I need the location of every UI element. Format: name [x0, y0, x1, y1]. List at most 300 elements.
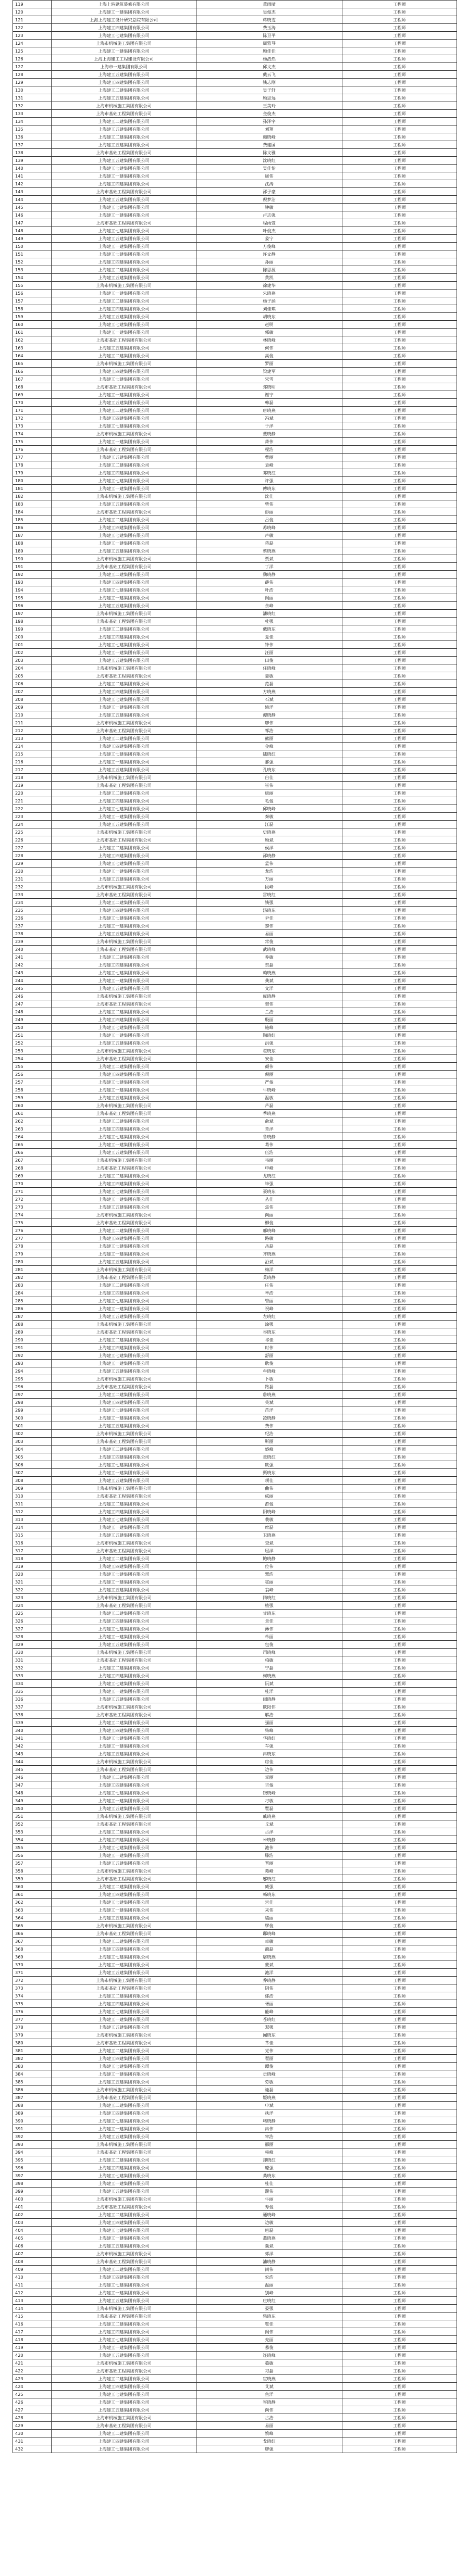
professional-title: 工程师 — [342, 2055, 457, 2063]
professional-title: 工程师 — [342, 555, 457, 563]
company-name: 上海市机械施工集团有限公司 — [52, 1977, 196, 1984]
professional-title: 工程师 — [342, 852, 457, 860]
person-name: 魏晓静 — [196, 571, 342, 579]
professional-title: 工程师 — [342, 1164, 457, 1172]
company-name: 上海建工二建集团有限公司 — [52, 844, 196, 852]
person-name: 刘翔 — [196, 125, 342, 133]
professional-title: 工程师 — [342, 2250, 457, 2258]
professional-title: 工程师 — [342, 1469, 457, 1477]
professional-title: 工程师 — [342, 1125, 457, 1133]
table-row — [13, 2039, 457, 2047]
professional-title: 工程师 — [342, 1547, 457, 1555]
professional-title: 工程师 — [342, 1071, 457, 1078]
company-name: 上海建工五建集团有限公司 — [52, 1039, 196, 1047]
person-name: 萧伟 — [196, 438, 342, 446]
row-number: 406 — [13, 2242, 52, 2250]
professional-title: 工程师 — [342, 2445, 457, 2453]
row-number: 409 — [13, 2266, 52, 2273]
professional-title: 工程师 — [342, 1649, 457, 1656]
row-number: 181 — [13, 485, 52, 493]
person-name: 项佳 — [196, 1477, 342, 1485]
row-number: 139 — [13, 157, 52, 165]
row-number: 401 — [13, 2203, 52, 2211]
professional-title: 工程师 — [342, 2180, 457, 2188]
table-row — [13, 110, 457, 118]
professional-title: 工程师 — [342, 2242, 457, 2250]
person-name: 覃浩 — [196, 1570, 342, 1578]
company-name: 上海建工二建集团有限公司 — [52, 1883, 196, 1891]
row-number: 252 — [13, 1039, 52, 1047]
professional-title: 工程师 — [342, 1078, 457, 1086]
person-name: 甘晓东 — [196, 1610, 342, 1617]
table-row — [13, 1125, 457, 1133]
table-row — [13, 1391, 457, 1399]
company-name: 上海建工五建集团有限公司 — [52, 2297, 196, 2305]
person-name: 强丽 — [196, 1719, 342, 1727]
person-name: 乔晓静 — [196, 1977, 342, 1984]
person-name: 程雨萱 — [196, 219, 342, 227]
row-number: 351 — [13, 1813, 52, 1820]
row-number: 178 — [13, 461, 52, 469]
person-name: 却晓红 — [196, 2156, 342, 2164]
professional-title: 工程师 — [342, 610, 457, 618]
professional-title: 工程师 — [342, 641, 457, 649]
company-name: 上海市机械施工集团有限公司 — [52, 1157, 196, 1164]
table-row — [13, 516, 457, 524]
table-row — [13, 703, 457, 711]
professional-title: 工程师 — [342, 383, 457, 391]
company-name: 上海市机械施工集团有限公司 — [52, 430, 196, 438]
row-number: 330 — [13, 1649, 52, 1656]
table-row — [13, 1695, 457, 1703]
person-name: 林晓峰 — [196, 336, 342, 344]
person-name: 寿俊 — [196, 2203, 342, 2211]
company-name: 上海建工七建集团有限公司 — [52, 914, 196, 922]
person-name: 戴晓东 — [196, 625, 342, 633]
table-row — [13, 321, 457, 329]
company-name: 上海建工七建集团有限公司 — [52, 1188, 196, 1196]
company-name: 上海建工七建集团有限公司 — [52, 32, 196, 40]
row-number: 260 — [13, 1102, 52, 1110]
company-name: 上海建工五建集团有限公司 — [52, 875, 196, 883]
row-number: 156 — [13, 290, 52, 297]
table-row — [13, 1672, 457, 1680]
table-row — [13, 2375, 457, 2383]
row-number: 226 — [13, 836, 52, 844]
professional-title: 工程师 — [342, 1141, 457, 1149]
table-row — [13, 165, 457, 172]
row-number: 140 — [13, 165, 52, 172]
person-name: 许文静 — [196, 250, 342, 258]
row-number: 175 — [13, 438, 52, 446]
row-number: 180 — [13, 477, 52, 485]
person-name: 赖晓燕 — [196, 969, 342, 977]
professional-title: 工程师 — [342, 2125, 457, 2133]
company-name: 上海建工五建集团有限公司 — [52, 1313, 196, 1321]
table-row — [13, 500, 457, 508]
company-name: 上海市基础工程集团有限公司 — [52, 1055, 196, 1063]
table-row — [13, 1071, 457, 1078]
professional-title: 工程师 — [342, 2281, 457, 2289]
row-number: 360 — [13, 1883, 52, 1891]
company-name: 上海建工一建集团有限公司 — [52, 1469, 196, 1477]
table-row — [13, 1477, 457, 1485]
company-name: 上海市基础工程集团有限公司 — [52, 1656, 196, 1664]
table-row — [13, 891, 457, 899]
person-name: 陆晓红 — [196, 750, 342, 758]
professional-title: 工程师 — [342, 1875, 457, 1883]
professional-title: 工程师 — [342, 2156, 457, 2164]
company-name: 上海建工五建集团有限公司 — [52, 2352, 196, 2359]
company-name: 上海建工二建集团有限公司 — [52, 1063, 196, 1071]
person-name: 俞斌 — [196, 1117, 342, 1125]
person-name: 费玉涛 — [196, 24, 342, 32]
row-number: 341 — [13, 1735, 52, 1742]
professional-title: 工程师 — [342, 1922, 457, 1930]
row-number: 219 — [13, 782, 52, 789]
person-name: 严俊 — [196, 1078, 342, 1086]
row-number: 166 — [13, 368, 52, 375]
person-name: 周伟 — [196, 172, 342, 180]
professional-title: 工程师 — [342, 407, 457, 414]
company-name: 上海建工四建集团有限公司 — [52, 2383, 196, 2391]
person-name: 鱼洋 — [196, 2391, 342, 2398]
row-number: 291 — [13, 1344, 52, 1352]
company-name: 上海建工二建集团有限公司 — [52, 789, 196, 797]
professional-title: 工程师 — [342, 2320, 457, 2328]
company-name: 上海建工一建集团有限公司 — [52, 2398, 196, 2406]
row-number: 325 — [13, 1610, 52, 1617]
professional-title: 工程师 — [342, 1516, 457, 1524]
professional-title: 工程师 — [342, 1227, 457, 1235]
person-name: 陈思源 — [196, 266, 342, 274]
person-name: 辛浩 — [196, 1289, 342, 1297]
professional-title: 工程师 — [342, 1274, 457, 1281]
company-name: 上海建工二建集团有限公司 — [52, 1172, 196, 1180]
professional-title: 工程师 — [342, 2297, 457, 2305]
row-number: 177 — [13, 454, 52, 461]
row-number: 343 — [13, 1750, 52, 1758]
professional-title: 工程师 — [342, 1008, 457, 1016]
row-number: 361 — [13, 1891, 52, 1899]
person-name: 史晓燕 — [196, 828, 342, 836]
person-name: 堵晓静 — [196, 2117, 342, 2125]
company-name: 上海建工七建集团有限公司 — [52, 1680, 196, 1688]
person-name: 吕俊 — [196, 516, 342, 524]
professional-title: 工程师 — [342, 1899, 457, 1906]
person-name: 兰浩 — [196, 1008, 342, 1016]
company-name: 上海建工一建集团有限公司 — [52, 1086, 196, 1094]
company-name: 上海建工五建集团有限公司 — [52, 1422, 196, 1430]
person-name: 殷丽 — [196, 1016, 342, 1024]
professional-title: 工程师 — [342, 360, 457, 368]
row-number: 278 — [13, 1242, 52, 1250]
company-name: 上海市机械施工集团有限公司 — [52, 664, 196, 672]
row-number: 264 — [13, 1133, 52, 1141]
row-number: 128 — [13, 71, 52, 79]
row-number: 190 — [13, 555, 52, 563]
person-name: 尤晓红 — [196, 1172, 342, 1180]
table-row — [13, 1133, 457, 1141]
row-number: 286 — [13, 1305, 52, 1313]
person-name: 艾斌 — [196, 2383, 342, 2391]
person-name: 邱文杰 — [196, 63, 342, 71]
table-row — [13, 1610, 457, 1617]
company-name: 上海建工四建集团有限公司 — [52, 2000, 196, 2008]
person-name: 刁敏 — [196, 1797, 342, 1805]
table-row — [13, 2016, 457, 2024]
table-row — [13, 1110, 457, 1117]
professional-title: 工程师 — [342, 1563, 457, 1570]
person-name: 孙泽宇 — [196, 118, 342, 125]
row-number: 145 — [13, 204, 52, 211]
professional-title: 工程师 — [342, 1063, 457, 1071]
company-name: 上海建工二建集团有限公司 — [52, 1500, 196, 1508]
professional-title: 工程师 — [342, 1883, 457, 1891]
professional-title: 工程师 — [342, 1852, 457, 1859]
company-name: 上海市基础工程集团有限公司 — [52, 1492, 196, 1500]
table-row — [13, 782, 457, 789]
professional-title: 工程师 — [342, 649, 457, 657]
table-row — [13, 2359, 457, 2367]
company-name: 上海建工七建集团有限公司 — [52, 1242, 196, 1250]
company-name: 上海市机械施工集团有限公司 — [52, 1922, 196, 1930]
company-name: 上海市机械施工集团有限公司 — [52, 2141, 196, 2148]
company-name: 上海建工五建集团有限公司 — [52, 500, 196, 508]
row-number: 239 — [13, 938, 52, 946]
person-name: 金俊杰 — [196, 110, 342, 118]
company-name: 上海建工五建集团有限公司 — [52, 1367, 196, 1375]
professional-title: 工程师 — [342, 2039, 457, 2047]
company-name: 上海建工七建集团有限公司 — [52, 2391, 196, 2398]
professional-title: 工程师 — [342, 2148, 457, 2156]
company-name: 上海市基础工程集团有限公司 — [52, 2313, 196, 2320]
row-number: 200 — [13, 633, 52, 641]
table-row — [13, 2188, 457, 2195]
professional-title: 工程师 — [342, 16, 457, 24]
person-name: 崔伟 — [196, 782, 342, 789]
row-number: 164 — [13, 352, 52, 360]
professional-title: 工程师 — [342, 297, 457, 305]
professional-title: 工程师 — [342, 1242, 457, 1250]
person-name: 双强 — [196, 2024, 342, 2031]
company-name: 上海建工五建集团有限公司 — [52, 1969, 196, 1977]
person-name: 姜宁 — [196, 235, 342, 243]
row-number: 282 — [13, 1274, 52, 1281]
professional-title: 工程师 — [342, 157, 457, 165]
table-row — [13, 2273, 457, 2281]
row-number: 161 — [13, 329, 52, 336]
company-name: 上海建工七建集团有限公司 — [52, 1461, 196, 1469]
row-number: 182 — [13, 493, 52, 500]
table-row — [13, 1289, 457, 1297]
company-name: 上海建工七建集团有限公司 — [52, 2445, 196, 2453]
row-number: 362 — [13, 1899, 52, 1906]
person-name: 位伟 — [196, 1563, 342, 1570]
person-name: 万丽 — [196, 875, 342, 883]
professional-title: 工程师 — [342, 711, 457, 719]
row-number: 317 — [13, 1547, 52, 1555]
person-name: 沈晓红 — [196, 157, 342, 165]
company-name: 上海建工四建集团有限公司 — [52, 524, 196, 532]
company-name: 上海建工一建集团有限公司 — [52, 813, 196, 821]
company-name: 上海市机械施工集团有限公司 — [52, 992, 196, 1000]
table-row — [13, 1766, 457, 1774]
person-name: 解浩 — [196, 1711, 342, 1719]
table-row — [13, 2422, 457, 2430]
person-name: 曹丽 — [196, 454, 342, 461]
professional-title: 工程师 — [342, 1492, 457, 1500]
table-row — [13, 1930, 457, 1938]
company-name: 上海市机械施工集团有限公司 — [52, 1867, 196, 1875]
person-name: 郝强 — [196, 758, 342, 766]
company-name: 上海建工五建集团有限公司 — [52, 1641, 196, 1649]
professional-title: 工程师 — [342, 938, 457, 946]
person-name: 夏佳 — [196, 633, 342, 641]
row-number: 335 — [13, 1688, 52, 1695]
row-number: 155 — [13, 282, 52, 290]
company-name: 上海建工一建集团有限公司 — [52, 1961, 196, 1969]
company-name: 上海建工二建集团有限公司 — [52, 2156, 196, 2164]
row-number: 293 — [13, 1360, 52, 1367]
company-name: 上海市机械施工集团有限公司 — [52, 1703, 196, 1711]
table-row — [13, 180, 457, 188]
person-name: 董雨晴 — [196, 1, 342, 8]
professional-title: 工程师 — [342, 743, 457, 750]
company-name: 上海建工一建集团有限公司 — [52, 1524, 196, 1531]
company-name: 上海市机械施工集团有限公司 — [52, 610, 196, 618]
person-name: 莘佳 — [196, 2039, 342, 2047]
person-name: 龙浩 — [196, 868, 342, 875]
company-name: 上海市基础工程集团有限公司 — [52, 1711, 196, 1719]
company-name: 上海建工一建集团有限公司 — [52, 1414, 196, 1422]
table-row — [13, 461, 457, 469]
person-name: 梁建军 — [196, 368, 342, 375]
row-number: 382 — [13, 2055, 52, 2063]
table-row — [13, 2258, 457, 2266]
professional-title: 工程师 — [342, 1305, 457, 1313]
row-number: 374 — [13, 1992, 52, 2000]
table-row — [13, 2180, 457, 2188]
table-row — [13, 1360, 457, 1367]
professional-title: 工程师 — [342, 2359, 457, 2367]
table-row — [13, 1617, 457, 1625]
table-row — [13, 211, 457, 219]
row-number: 279 — [13, 1250, 52, 1258]
row-number: 432 — [13, 2445, 52, 2453]
professional-title: 工程师 — [342, 32, 457, 40]
company-name: 上海建工七建集团有限公司 — [52, 2063, 196, 2070]
person-name: 陶晓红 — [196, 1032, 342, 1039]
table-row — [13, 1656, 457, 1664]
person-name: 孔晓东 — [196, 766, 342, 774]
professional-title: 工程师 — [342, 2266, 457, 2273]
company-name: 上海建工五建集团有限公司 — [52, 125, 196, 133]
professional-title: 工程师 — [342, 2211, 457, 2219]
person-name: 段峰 — [196, 883, 342, 891]
professional-title: 工程师 — [342, 2328, 457, 2336]
row-number: 158 — [13, 305, 52, 313]
table-row — [13, 649, 457, 657]
person-name: 裴敏 — [196, 1516, 342, 1524]
table-row — [13, 1758, 457, 1766]
professional-title: 工程师 — [342, 235, 457, 243]
company-name: 上海建工二建集团有限公司 — [52, 2320, 196, 2328]
person-name: 施峰 — [196, 1024, 342, 1032]
row-number: 418 — [13, 2336, 52, 2344]
row-number: 208 — [13, 696, 52, 703]
person-name: 阴伟 — [196, 1984, 342, 1992]
person-name: 阳晓峰 — [196, 1508, 342, 1516]
table-row — [13, 157, 457, 165]
person-name: 费建国 — [196, 141, 342, 149]
professional-title: 工程师 — [342, 891, 457, 899]
table-row — [13, 1703, 457, 1711]
company-name: 上海市机械施工集团有限公司 — [52, 1758, 196, 1766]
professional-title: 工程师 — [342, 477, 457, 485]
professional-title: 工程师 — [342, 2024, 457, 2031]
person-name: 屠晓燕 — [196, 1953, 342, 1961]
person-name: 时伟 — [196, 1344, 342, 1352]
company-name: 上海建工四建集团有限公司 — [52, 1399, 196, 1406]
table-row — [13, 1867, 457, 1875]
row-number: 400 — [13, 2195, 52, 2203]
row-number: 249 — [13, 1016, 52, 1024]
person-name: 农浩 — [196, 2273, 342, 2281]
person-name: 钱强 — [196, 899, 342, 907]
company-name: 上海建工七建集团有限公司 — [52, 805, 196, 813]
row-number: 197 — [13, 610, 52, 618]
professional-title: 工程师 — [342, 133, 457, 141]
table-row — [13, 258, 457, 266]
row-number: 270 — [13, 1180, 52, 1188]
table-row — [13, 2125, 457, 2133]
row-number: 195 — [13, 594, 52, 602]
row-number: 356 — [13, 1852, 52, 1859]
row-number: 138 — [13, 149, 52, 157]
company-name: 上海建工四建集团有限公司 — [52, 852, 196, 860]
table-row — [13, 71, 457, 79]
table-row — [13, 2102, 457, 2109]
row-number: 280 — [13, 1258, 52, 1266]
person-name: 莫晓静 — [196, 1274, 342, 1281]
table-row — [13, 860, 457, 868]
table-row — [13, 2109, 457, 2117]
table-row — [13, 664, 457, 672]
row-number: 404 — [13, 2227, 52, 2234]
table-row — [13, 2063, 457, 2070]
company-name: 上海建工二建集团有限公司 — [52, 1938, 196, 1945]
person-name: 慎峰 — [196, 2430, 342, 2437]
table-row — [13, 1047, 457, 1055]
row-number: 232 — [13, 883, 52, 891]
table-row — [13, 219, 457, 227]
table-row — [13, 227, 457, 235]
table-row — [13, 1852, 457, 1859]
table-row — [13, 1828, 457, 1836]
professional-title: 工程师 — [342, 1180, 457, 1188]
company-name: 上海建工二建集团有限公司 — [52, 86, 196, 94]
person-name: 古洋 — [196, 1828, 342, 1836]
row-number: 284 — [13, 1289, 52, 1297]
professional-title: 工程师 — [342, 1891, 457, 1899]
row-number: 347 — [13, 1781, 52, 1789]
person-name: 文洋 — [196, 985, 342, 992]
company-name: 上海建工四建集团有限公司 — [52, 1016, 196, 1024]
professional-title: 工程师 — [342, 1555, 457, 1563]
company-name: 上海建工一建集团有限公司 — [52, 703, 196, 711]
person-name: 宰浩 — [196, 2133, 342, 2141]
